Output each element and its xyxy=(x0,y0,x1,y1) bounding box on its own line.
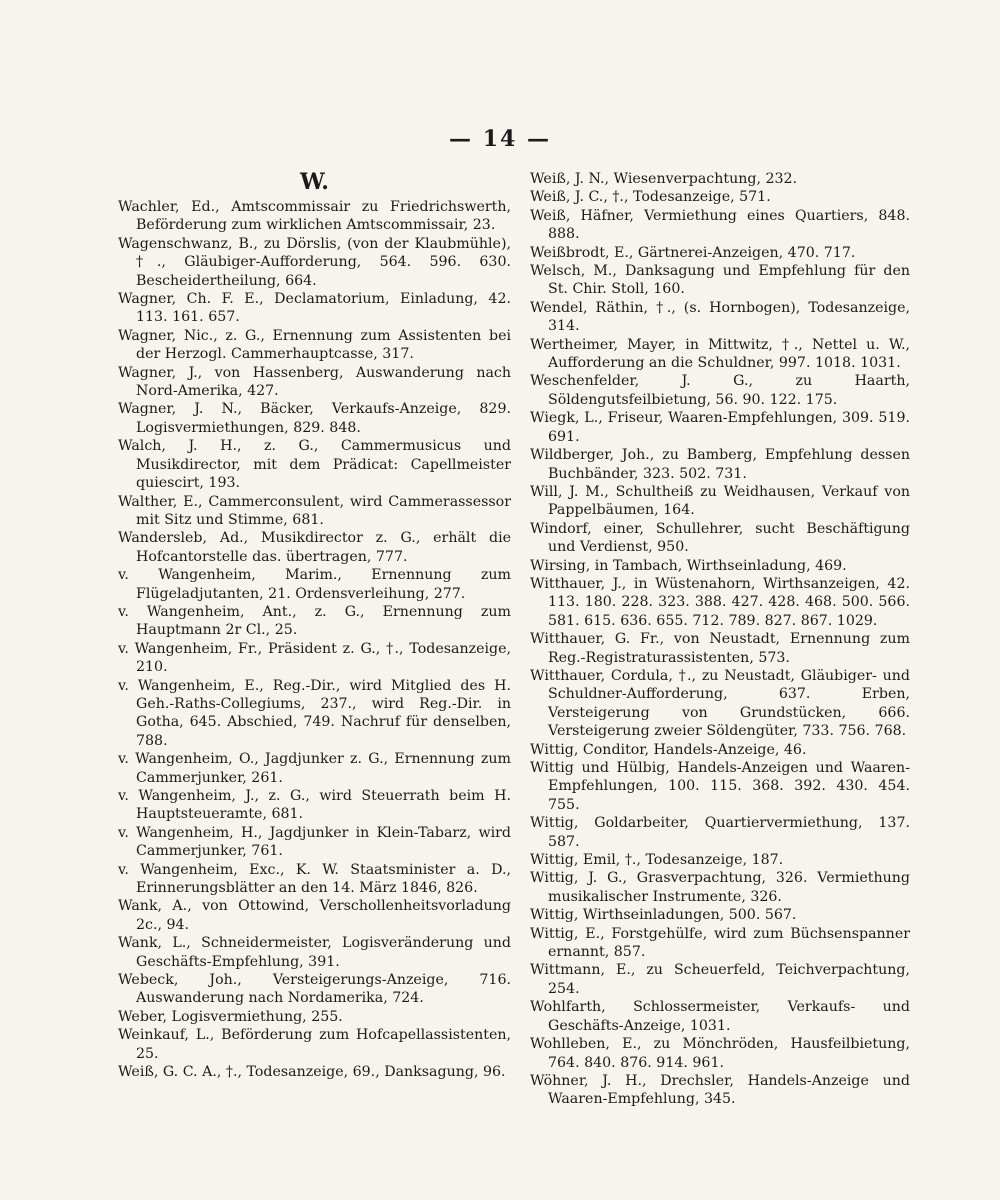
index-entry: Wohlleben, E., zu Mönchröden, Hausfeilbietung, 764. 840. 876. 914. 961. xyxy=(530,1036,910,1071)
index-entry: Wittmann, E., zu Scheuerfeld, Teichverpachtung, 254. xyxy=(530,962,910,997)
index-entry: Wendel, Räthin, †., (s. Hornbogen), Todesanzeige, 314. xyxy=(530,299,910,335)
index-entry: Weiß, Häfner, Vermiethung eines Quartiers, 848. 888. xyxy=(530,207,910,243)
index-entry: v. Wangenheim, Exc., K. W. Staatsminister a. D., Erinnerungsblätter an den 14. März 1846, 826. xyxy=(118,861,511,897)
index-entry: v. Wangenheim, J., z. G., wird Steuerrath beim H. Hauptsteueramte, 681. xyxy=(118,788,511,823)
index-entry: v. Wangenheim, H., Jagdjunker in Klein-Tabarz, wird Cammerjunker, 761. xyxy=(118,824,511,860)
page-number: — 14 — xyxy=(449,126,551,152)
left-column xyxy=(118,170,511,1082)
index-entry: Weiß, G. C. A., †., Todesanzeige, 69., Danksagung, 96. xyxy=(118,1064,506,1081)
index-entry: Wandersleb, Ad., Musikdirector z. G., erhält die Hofcantorstelle das. übertragen, 777. xyxy=(118,530,511,565)
index-entry: Weiß, J. C., †., Todesanzeige, 571. xyxy=(530,189,771,206)
left-entry-list xyxy=(118,198,511,1082)
index-entry: Wirsing, in Tambach, Wirthseinladung, 469. xyxy=(530,557,847,574)
index-entry: v. Wangenheim, Marim., Ernennung zum Flügeladjutanten, 21. Ordensverleihung, 277. xyxy=(118,567,511,602)
index-entry: Wagner, J., von Hassenberg, Auswanderung nach Nord-Amerika, 427. xyxy=(118,364,511,400)
index-entry: Weißbrodt, E., Gärtnerei-Anzeigen, 470. 717. xyxy=(530,244,856,261)
index-entry: Wittig, Goldarbeiter, Quartiervermiethung, 137. 587. xyxy=(530,815,910,850)
index-entry: Wohlfarth, Schlossermeister, Verkaufs- und Geschäfts-Anzeige, 1031. xyxy=(530,999,910,1034)
index-entry: v. Wangenheim, E., Reg.-Dir., wird Mitglied des H. Geh.-Raths-Collegiums, 237., wird Reg.-Dir. in Gotha, 645. Abschied, 749. Nachruf für denselben, 788. xyxy=(118,677,511,749)
index-entry: Wachler, Ed., Amtscommissair zu Friedrichswerth, Beförderung zum wirklichen Amtscommissair, 23. xyxy=(118,199,511,234)
index-entry: Wildberger, Joh., zu Bamberg, Empfehlung dessen Buchbänder, 323. 502. 731. xyxy=(530,447,910,482)
index-entry: Wiegk, L., Friseur, Waaren-Empfehlungen, 309. 519. 691. xyxy=(530,410,910,445)
index-entry: Wittig, Conditor, Handels-Anzeige, 46. xyxy=(530,741,807,758)
section-letter: W. xyxy=(300,169,329,195)
right-column xyxy=(530,170,910,1109)
index-entry: Wank, A., von Ottowind, Verschollenheitsvorladung 2c., 94. xyxy=(118,898,511,933)
index-entry: Witthauer, G. Fr., von Neustadt, Ernennung zum Reg.-Registraturassistenten, 573. xyxy=(530,631,910,666)
index-entry: Wittig, Emil, †., Todesanzeige, 187. xyxy=(530,852,784,869)
index-entry: Wöhner, J. H., Drechsler, Handels-Anzeige und Waaren-Empfehlung, 345. xyxy=(530,1072,910,1108)
index-entry: Will, J. M., Schultheiß zu Weidhausen, Verkauf von Pappelbäumen, 164. xyxy=(530,483,910,519)
index-entry: v. Wangenheim, Fr., Präsident z. G., †., Todesanzeige, 210. xyxy=(118,640,511,676)
index-entry: Walther, E., Cammerconsulent, wird Cammerassessor mit Sitz und Stimme, 681. xyxy=(118,493,511,528)
index-entry: Wittig und Hülbig, Handels-Anzeigen und Waaren-Empfehlungen, 100. 115. 368. 392. 430. 454. 755. xyxy=(530,760,910,813)
index-entry: Wagner, Nic., z. G., Ernennung zum Assistenten bei der Herzogl. Cammerhauptcasse, 317. xyxy=(118,327,511,363)
index-entry: Windorf, einer, Schullehrer, sucht Beschäftigung und Verdienst, 950. xyxy=(530,520,910,556)
index-entry: Wertheimer, Mayer, in Mittwitz, †., Nettel u. W., Aufforderung an die Schuldner, 997. 1018. 1031. xyxy=(530,336,910,372)
index-entry: Wagenschwanz, B., zu Dörslis, (von der Klaubmühle), †., Gläubiger-Aufforderung, 564. 596. 630. Bescheidertheilung, 664. xyxy=(118,235,511,289)
index-entry: Witthauer, J., in Wüstenahorn, Wirthsanzeigen, 42. 113. 180. 228. 323. 388. 427. 428. 468. 500. 566. 581. 615. 636. 655. 712. 789. 827. 867. 1029. xyxy=(530,575,910,629)
index-entry: Wagner, Ch. F. E., Declamatorium, Einladung, 42. 113. 161. 657. xyxy=(118,291,511,326)
index-entry: Weinkauf, L., Beförderung zum Hofcapellassistenten, 25. xyxy=(118,1027,511,1062)
index-entry: Wagner, J. N., Bäcker, Verkaufs-Anzeige, 829. Logisvermiethungen, 829. 848. xyxy=(118,401,511,436)
index-entry: Wank, L., Schneidermeister, Logisveränderung und Geschäfts-Empfehlung, 391. xyxy=(118,935,511,970)
index-entry: Wittig, J. G., Grasverpachtung, 326. Vermiethung musikalischer Instrumente, 326. xyxy=(530,870,910,905)
right-entry-list xyxy=(530,170,910,1109)
index-entry: Weber, Logisvermiethung, 255. xyxy=(118,1008,343,1025)
index-entry: Welsch, M., Danksagung und Empfehlung für den St. Chir. Stoll, 160. xyxy=(530,263,910,298)
index-entry: Webeck, Joh., Versteigerungs-Anzeige, 716. Auswanderung nach Nordamerika, 724. xyxy=(118,972,511,1007)
index-entry: Witthauer, Cordula, †., zu Neustadt, Gläubiger- und Schuldner-Aufforderung, 637. Erben, Versteigerung von Grundstücken, 666. Versteigerung zweier Söldengüter, 733. 756. 768. xyxy=(530,667,910,740)
index-entry: Weschenfelder, J. G., zu Haarth, Söldengutsfeilbietung, 56. 90. 122. 175. xyxy=(530,373,910,408)
index-entry: Walch, J. H., z. G., Cammermusicus und Musikdirector, mit dem Prädicat: Capellmeister quiescirt, 193. xyxy=(118,438,511,492)
index-entry: Weiß, J. N., Wiesenverpachtung, 232. xyxy=(530,171,798,187)
index-entry: Wittig, Wirthseinladungen, 500. 567. xyxy=(530,907,797,924)
index-entry: Wittig, E., Forstgehülfe, wird zum Büchsenspanner ernannt, 857. xyxy=(530,925,910,961)
index-entry: v. Wangenheim, Ant., z. G., Ernennung zum Hauptmann 2r Cl., 25. xyxy=(118,603,511,639)
index-entry: v. Wangenheim, O., Jagdjunker z. G., Ernennung zum Cammerjunker, 261. xyxy=(118,751,511,786)
